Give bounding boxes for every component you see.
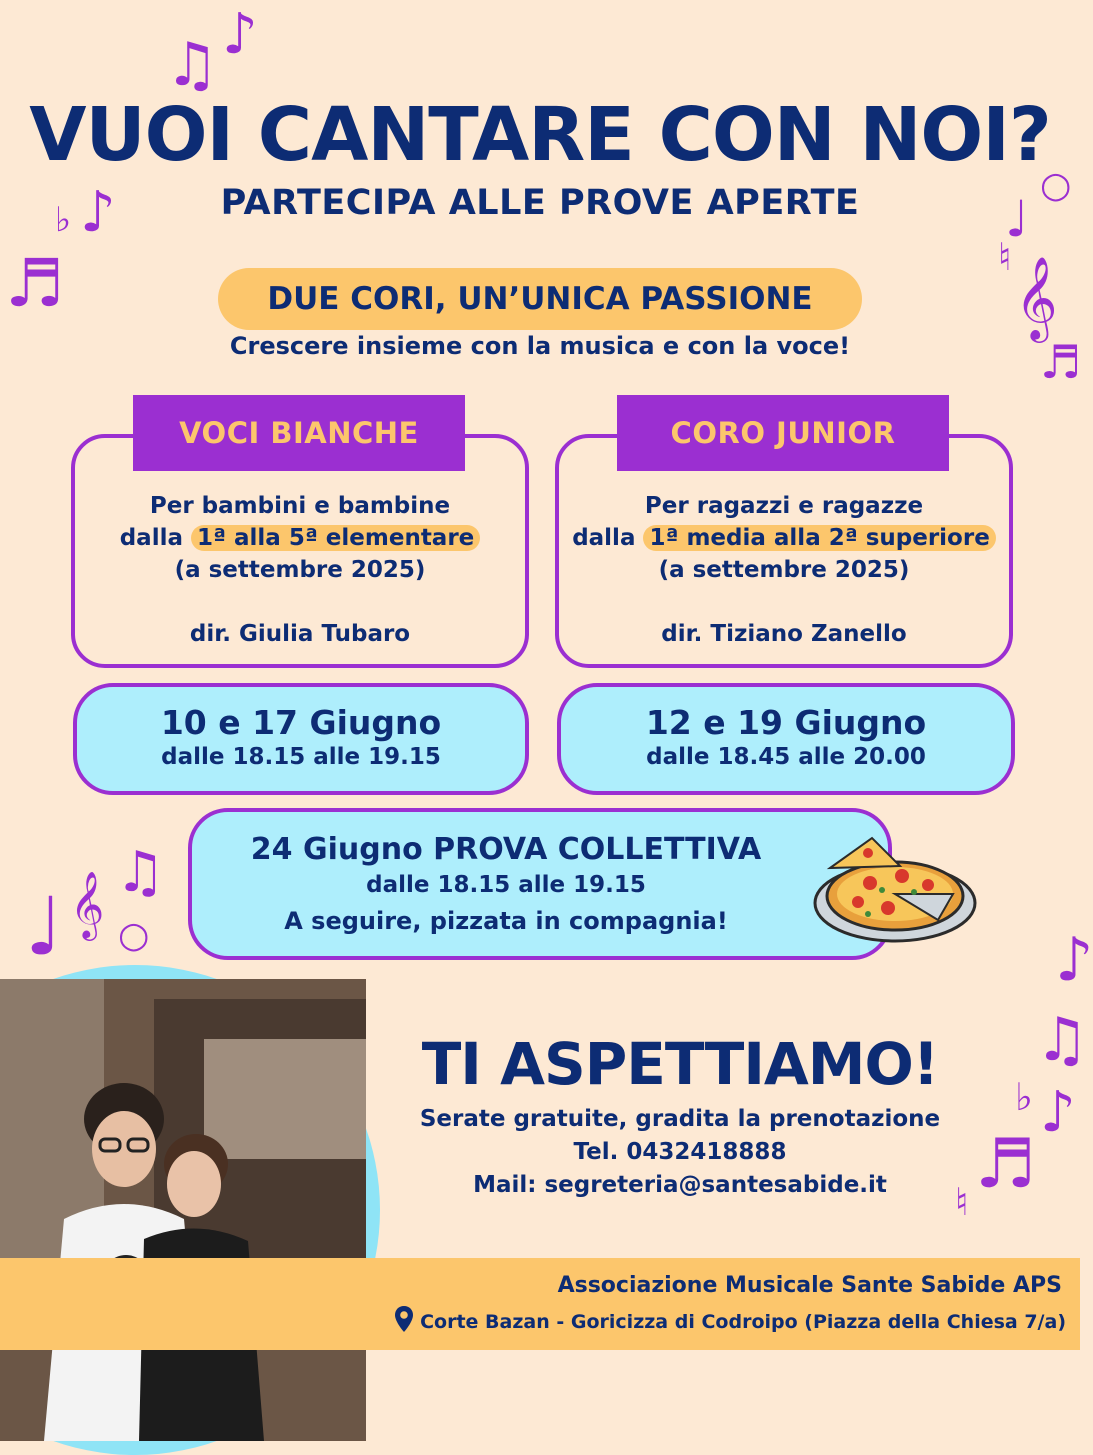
- cta-phone[interactable]: Tel. 0432418888: [573, 1139, 787, 1165]
- music-note-icon: ♪: [1055, 925, 1093, 995]
- banner-tagline: Crescere insieme con la musica e con la voce!: [229, 332, 851, 360]
- music-note-icon: ♮: [955, 1180, 969, 1224]
- banner-label: DUE CORI, UN’UNICA PASSIONE: [267, 281, 813, 317]
- music-note-icon: ♬: [5, 245, 65, 322]
- cta-free-evenings: Serate gratuite, gradita la prenotazione: [419, 1106, 941, 1132]
- music-note-icon: ♬: [1040, 335, 1082, 389]
- rehearsal-time: dalle 18.45 alle 20.00: [646, 744, 926, 770]
- choir-director: dir. Tiziano Zanello: [661, 621, 907, 647]
- page-subtitle: PARTECIPA ALLE PROVE APERTE: [220, 183, 860, 223]
- music-note-icon: ○: [1040, 165, 1072, 206]
- choir-reference-date: (a settembre 2025): [174, 557, 426, 583]
- choir-audience: Per bambini e bambine: [149, 493, 451, 519]
- choir-director: dir. Giulia Tubaro: [189, 621, 411, 647]
- music-note-icon: ♩: [25, 880, 63, 973]
- directors-photo: [0, 979, 366, 1441]
- collective-title: 24 Giugno PROVA COLLETTIVA: [250, 832, 762, 867]
- collective-note: A seguire, pizzata in compagnia!: [284, 907, 728, 935]
- music-note-icon: ♭: [55, 200, 72, 240]
- music-note-icon: ♪: [1040, 1080, 1076, 1145]
- cta-headline: TI ASPETTIAMO!: [421, 1030, 939, 1098]
- collective-rehearsal-card: [188, 808, 892, 960]
- dates-card-voci-bianche: [73, 683, 529, 795]
- footer-address-row: [394, 1305, 1066, 1338]
- pizza-icon: [810, 828, 980, 946]
- rehearsal-dates: 12 e 19 Giugno: [645, 703, 927, 742]
- collective-time: dalle 18.15 alle 19.15: [366, 872, 646, 898]
- music-note-icon: ♩: [1005, 190, 1029, 248]
- music-note-icon: ♮: [998, 235, 1012, 279]
- page-title: VUOI CANTARE CON NOI?: [29, 92, 1051, 178]
- dates-card-coro-junior: [557, 683, 1015, 795]
- rehearsal-dates: 10 e 17 Giugno: [160, 703, 442, 742]
- choir-tag-voci-bianche: VOCI BIANCHE: [133, 395, 465, 471]
- music-note-icon: ♫: [1035, 1005, 1089, 1075]
- choir-reference-date: (a settembre 2025): [658, 557, 910, 583]
- music-note-icon: ○: [118, 915, 150, 956]
- footer-organization: Associazione Musicale Sante Sabide APS: [557, 1273, 1062, 1298]
- music-note-icon: 𝄞: [1015, 255, 1058, 339]
- banner-pill: [218, 268, 862, 330]
- music-note-icon: ♪: [222, 2, 258, 67]
- cta-mail[interactable]: Mail: segreteria@santesabide.it: [473, 1172, 887, 1198]
- choir-audience: Per ragazzi e ragazze: [644, 493, 924, 519]
- music-note-icon: 𝄞: [70, 870, 105, 938]
- age-highlight: 1ª media alla 2ª superiore: [643, 525, 995, 551]
- footer-address: Corte Bazan - Goricizza di Codroipo (Piazza della Chiesa 7/a): [420, 1310, 1066, 1333]
- music-note-icon: ♭: [1015, 1075, 1033, 1119]
- age-highlight: 1ª alla 5ª elementare: [191, 525, 480, 551]
- music-note-icon: ♫: [115, 840, 166, 905]
- music-note-icon: ♬: [975, 1125, 1036, 1204]
- choir-age-range: dalla 1ª alla 5ª elementare: [75, 522, 525, 554]
- music-note-icon: ♫: [165, 30, 219, 100]
- location-pin-icon: [394, 1305, 414, 1338]
- rehearsal-time: dalle 18.15 alle 19.15: [161, 744, 441, 770]
- choir-age-range: dalla 1ª media alla 2ª superiore: [559, 522, 1009, 554]
- choir-tag-coro-junior: CORO JUNIOR: [617, 395, 949, 471]
- music-note-icon: ♪: [80, 180, 116, 245]
